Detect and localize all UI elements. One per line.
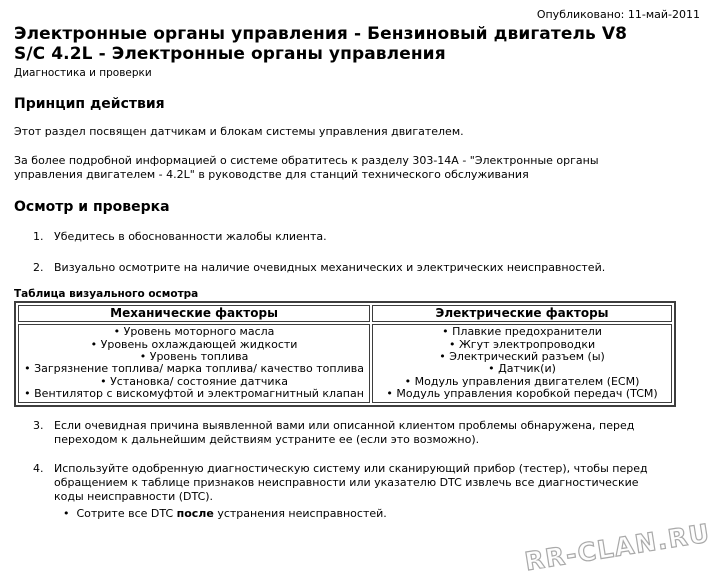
mechanical-factors-list (21, 326, 367, 401)
inspection-step-4 (33, 462, 700, 521)
step-text: Убедитесь в обоснованности жалобы клиента. (54, 230, 327, 244)
list-item: • Вентилятор с вискомуфтой и электромагнитный клапан (21, 388, 367, 400)
step-4-sub-bullets (54, 507, 666, 521)
table-header-electrical: Электрические факторы (372, 305, 672, 322)
step-text: Если очевидная причина выявленной вами или описанной клиентом проблемы обнаружена, перед переходом к дальнейшим действиям устраните ее (если это возможно). (54, 418, 635, 446)
step-text: Используйте одобренную диагностическую систему или сканирующий прибор (тестер), чтобы перед обращением к таблице признаков неисправности или указателю DTC извлечь все диагностические коды неисправности (DTC). (54, 461, 648, 504)
list-item: • Жгут электропроводки (375, 339, 669, 351)
step-number: 4. (33, 461, 44, 475)
page-title: Электронные органы управления - Бензиновый двигатель V8 S/C 4.2L - Электронные органы управления (14, 24, 628, 65)
list-item: • Уровень охлаждающей жидкости (21, 339, 367, 351)
section-heading-principle: Принцип действия (14, 95, 165, 112)
step-body (54, 462, 666, 521)
principle-paragraph-2: За более подробной информацией о системе обратитесь к разделу 303-14A - "Электронные органы управления двигателем - 4.2L" в руководстве для станций технического обслуживания (14, 153, 599, 181)
published-date: Опубликовано: 11-май-2011 (536, 8, 700, 21)
inspection-step-1 (33, 230, 700, 244)
section-heading-inspection: Осмотр и проверка (14, 199, 170, 216)
list-item: • Установка/ состояние датчика (21, 376, 367, 388)
list-item: • Уровень моторного масла (21, 326, 367, 338)
principle-paragraph-1: Этот раздел посвящен датчикам и блокам системы управления двигателем. (14, 124, 464, 138)
list-item: • Плавкие предохранители (375, 326, 669, 338)
inspection-step-3 (33, 419, 700, 447)
electrical-factors-list (375, 326, 669, 401)
step-text: Визуально осмотрите на наличие очевидных механических и электрических неисправностей. (54, 261, 606, 275)
list-item: • Датчик(и) (375, 363, 669, 375)
table-cell-electrical (372, 324, 672, 403)
inspection-steps-upper (14, 230, 700, 275)
list-item: • Модуль управления коробкой передач (TCM) (375, 388, 669, 400)
table-body-row (18, 324, 672, 403)
page-subtitle: Диагностика и проверки (14, 66, 152, 79)
table-header-row (18, 305, 672, 322)
visual-inspection-table (14, 301, 676, 407)
list-item: • Уровень топлива (21, 351, 367, 363)
sub-bullet-text-pre: Сотрите все DTC (76, 507, 177, 521)
site-watermark: RR-CLAN.RU (522, 518, 712, 576)
table-cell-mechanical (18, 324, 370, 403)
step-number: 1. (33, 230, 44, 244)
inspection-steps-lower (14, 419, 700, 521)
list-item: • Модуль управления двигателем (ECM) (375, 376, 669, 388)
sub-bullet-text-bold: после (176, 507, 214, 521)
step-number: 2. (33, 261, 44, 275)
table-caption: Таблица визуального осмотра (14, 288, 199, 301)
step-number: 3. (33, 418, 44, 432)
list-item: • Загрязнение топлива/ марка топлива/ качество топлива (21, 363, 367, 375)
inspection-step-2 (33, 261, 700, 275)
table-header-mechanical: Механические факторы (18, 305, 370, 322)
sub-bullet-item (63, 507, 666, 521)
list-item: • Электрический разъем (ы) (375, 351, 669, 363)
sub-bullet-text-post: устранения неисправностей. (213, 507, 387, 521)
